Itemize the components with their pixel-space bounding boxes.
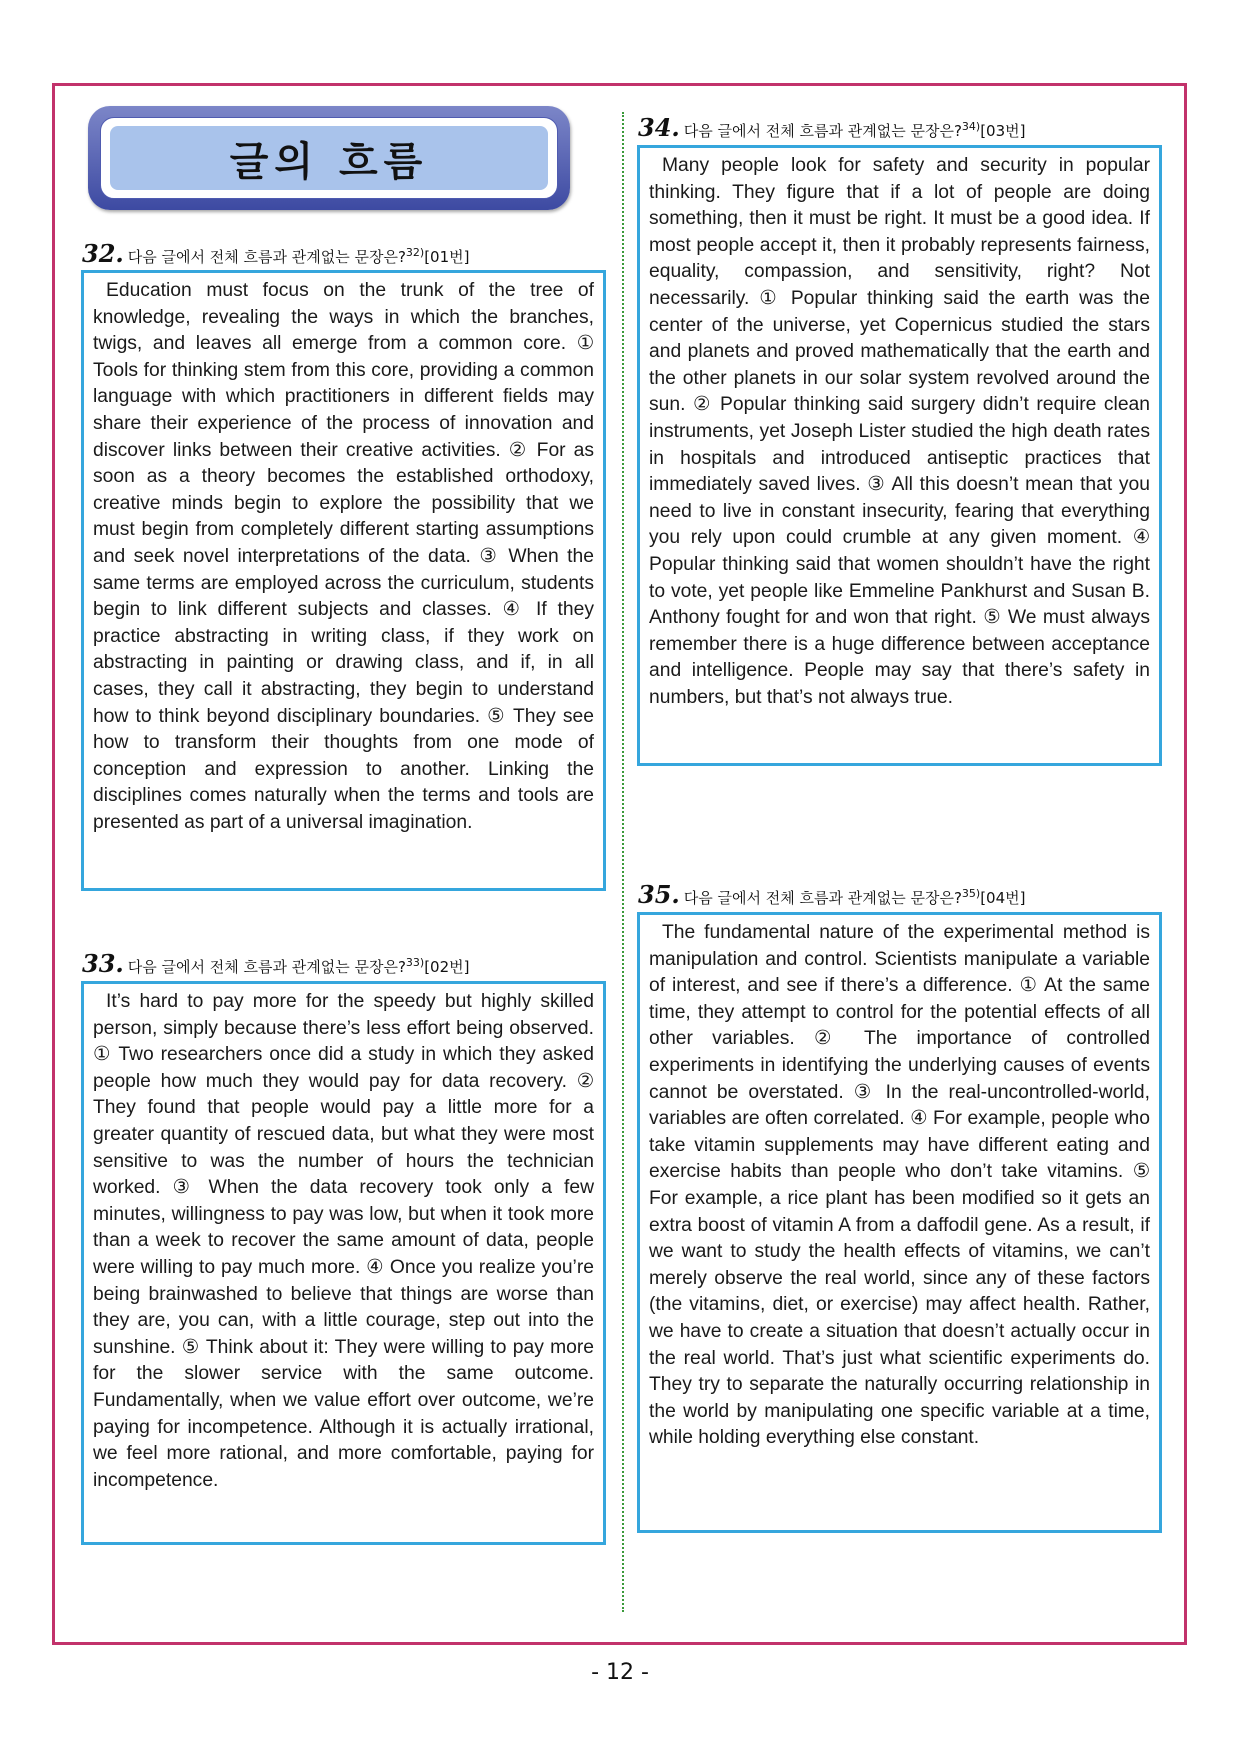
question-35-header — [638, 880, 1026, 909]
question-tag: [04번] — [980, 889, 1026, 907]
question-number: 35. — [638, 880, 680, 909]
question-32-header — [82, 239, 470, 268]
question-ref: 34) — [961, 120, 981, 133]
passage-33 — [81, 981, 606, 1545]
question-number: 34. — [638, 113, 680, 142]
passage-32 — [81, 270, 606, 891]
section-title-banner — [88, 106, 570, 210]
question-tag: [01번] — [424, 248, 470, 266]
question-ref: 33) — [405, 956, 425, 969]
question-prompt: 다음 글에서 전체 흐름과 관계없는 문장은? — [683, 889, 962, 907]
question-33-header — [82, 949, 470, 978]
passage-35 — [637, 912, 1162, 1533]
question-tag: [02번] — [424, 958, 470, 976]
passage-text: It’s hard to pay more for the speedy but highly skilled person, simply because there’s less effort being observed. ① Two researchers once did a study in which they asked people how much they would pay for data recovery. ② They found that people would pay a little more for a greater quantity of rescued data, but what they were most sensitive to was the number of hours the technician worked. ③ When the data recovery took only a few minutes, willingness to pay was low, but when it took more than a week to recover the same amount of data, people were willing to pay much more. ④ Once you realize you’re being brainwashed to believe that things are worse than they are, you can, with a little courage, step out into the sunshine. ⑤ Think about it: They were willing to pay more for the slower service with the same outcome. Fundamentally, when we value effort over outcome, we’re paying for incompetence. Although it is actually irrational, we feel more rational, and more comfortable, paying for incompetence. — [93, 991, 594, 1491]
question-number: 33. — [82, 949, 124, 978]
question-prompt: 다음 글에서 전체 흐름과 관계없는 문장은? — [127, 248, 406, 266]
question-34-header — [638, 113, 1026, 142]
section-title: 글의 흐름 — [229, 138, 429, 185]
question-ref: 32) — [405, 246, 425, 259]
question-prompt: 다음 글에서 전체 흐름과 관계없는 문장은? — [127, 958, 406, 976]
question-ref: 35) — [961, 887, 981, 900]
question-number: 32. — [82, 239, 124, 268]
passage-text: Many people look for safety and security in popular thinking. They figure that if a lot of people are doing something, then it must be right. It must be a good idea. If most people accept it, then it probably represents fairness, equality, compassion, and sensitivity, right? Not necessarily. ① Popular thinking said the earth was the center of the universe, yet Copernicus studied the stars and planets and proved mathematically that the earth and the other planets in our solar system revolved around the sun. ② Popular thinking said surgery didn’t require clean instruments, yet Joseph Lister studied the high death rates in hospitals and introduced antiseptic practices that immediately saved lives. ③ All this doesn’t mean that you need to live in constant insecurity, fearing that everything you rely upon could crumble at any given moment. ④ Popular thinking said that women shouldn’t have the right to vote, yet people like Emmeline Pankhurst and Susan B. Anthony fought for and won that right. ⑤ We must always remember there is a huge difference between acceptance and intelligence. People may say that there’s safety in numbers, but that’s not always true. — [649, 155, 1150, 708]
question-tag: [03번] — [980, 122, 1026, 140]
column-divider — [622, 112, 624, 1612]
passage-text: The fundamental nature of the experimental method is manipulation and control. Scientists manipulate a variable of interest, and see if there’s a difference. ① At the same time, they attempt to control for the potential effects of all other variables. ② The importance of controlled experiments in identifying the underlying causes of events cannot be overstated. ③ In the real-uncontrolled-world, variables are often correlated. ④ For example, people who take vitamin supplements may have different eating and exercise habits than people who don’t take vitamins. ⑤ For example, a rice plant has been modified so it gets an extra boost of vitamin A from a daffodil gene. As a result, if we want to study the health effects of vitamins, we can’t merely observe the real world, since any of these factors (the vitamins, diet, or exercise) may affect health. Rather, we have to create a situation that doesn’t actually occur in the real world. That’s just what scientific experiments do. They try to separate the naturally occurring relationship in the world by manipulating one specific variable at a time, while holding everything else constant. — [649, 922, 1150, 1449]
question-prompt: 다음 글에서 전체 흐름과 관계없는 문장은? — [683, 122, 962, 140]
passage-text: Education must focus on the trunk of the tree of knowledge, revealing the ways in which the branches, twigs, and leaves all emerge from a common core. ① Tools for thinking stem from this core, providing a common language with which practitioners in different fields may share their experience of the process of innovation and discover links between their creative activities. ② For as soon as a theory becomes the established orthodoxy, creative minds begin to explore the possibility that we must begin from completely different starting assumptions and seek novel interpretations of the data. ③ When the same terms are employed across the curriculum, students begin to link different subjects and classes. ④ If they practice abstracting in writing class, if they work on abstracting in painting or drawing class, and if, in all cases, they call it abstracting, they begin to understand how to think beyond disciplinary boundaries. ⑤ They see how to transform their thoughts from one mode of conception and expression to another. Linking the disciplines comes naturally when the terms and tools are presented as part of a universal imagination. — [93, 280, 594, 833]
passage-34 — [637, 145, 1162, 766]
page-number: - 12 - — [591, 1660, 649, 1685]
